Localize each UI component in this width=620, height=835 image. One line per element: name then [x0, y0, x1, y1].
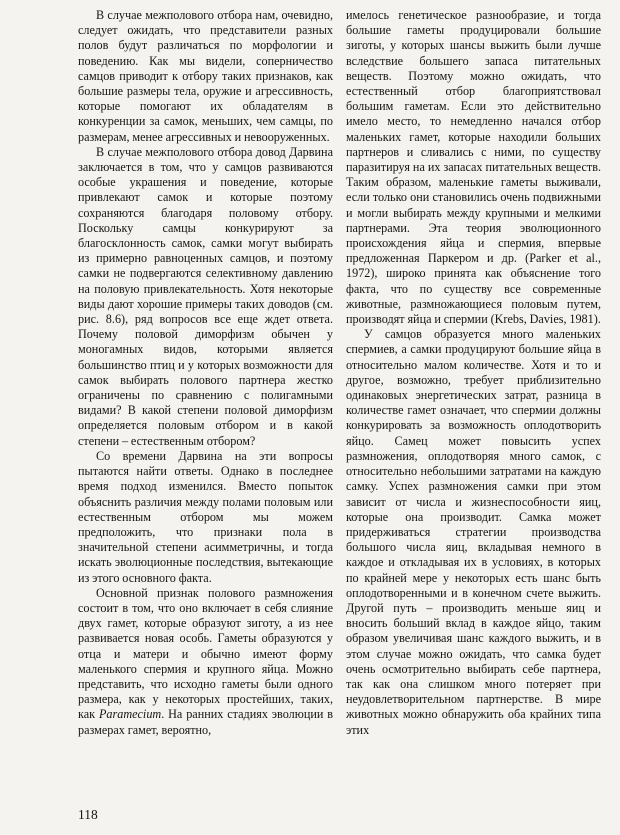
paragraph-darwin-argument: В случае межполового отбора довод Дарвина заключается в том, что у самцов развиваются особые украшения и поведение, которые привлекают самок и которые поэтому сохраняются благодаря половому отбору. Поскольку самцы конкурируют за благосклонность самок, самки могут выбирать из примерно равноценных самцов, и поэтому самки не подвергаются селективному давлению на половую привлекательность. Хотя некоторые виды дают хорошие примеры таких доводов (см. рис. 8.6), ряд вопросов все еще ждет ответа. Почему половой диморфизм обычен у моногамных видов, которыми является большинство птиц и у которых возможности для самок выбирать полового партнера жестко ограничены по сравнению с полигамными видами? В какой степени половой диморфизм определяется половым отбором и в какой степени – естественным отбором?: [78, 144, 333, 448]
left-column: [78, 8, 333, 738]
page-number: 118: [78, 807, 98, 822]
paragraph-gamete-evolution-continuation: имелось генетическое разнообразие, и тогда большие гаметы продуцировали большие зиготы, у которых шансы выжить были лучше вследствие большего запаса питательных веществ. Поэтому можно ожидать, что естественный отбор благоприятствовал большим гаметам. Если это действительно имело место, то немедленно начался отбор маленьких гамет, которые находили больших партнеров и сливались с ними, по существу паразитируя на их запасах питательных веществ. Таким образом, маленькие гаметы выживали, если только они становились очень подвижными и могли выбирать между крупными и мелкими партнерами. Эта теория эволюционного происхождения яйца и спермия, впервые предложенная Паркером и др. (Parker et al., 1972), широко принята как объяснение того факта, что по существу все современные животные, размножающиеся половым путем, производят яйца и спермии (Krebs, Davies, 1981).: [346, 8, 601, 327]
text-columns: [78, 8, 601, 738]
paragraph-text-before-italic: Основной признак полового размножения состоит в том, что оно включает в себя слияние двух гамет, которые образуют зиготу, а из нее развивается новая особь. Гаметы образуются у отца и матери и обычно имеют форму маленького спермия и крупного яйца. Можно представить, что исходно гаметы были одного размера, как у некоторых простейших, таких, как: [78, 585, 333, 722]
paragraph-sperm-and-eggs-strategies: У самцов образуется много маленьких спермиев, а самки продуцируют большие яйца в относительно малом количестве. Хотя и то и другое, возможно, требует приблизительно одинаковых энергетических затрат, разница в количестве гамет означает, что спермии должны конкурировать за возможность оплодотворить яйцо. Самец может повысить успех размножения, оплодотворяя много самок, с относительно небольшими затратами на каждую самку. Успех размножения самки при этом зависит от числа и жизнеспособности яиц, которые она производит. Самка может придерживаться стратегии производства большого числа яиц, вкладывая немного в каждое и откладывая их в условиях, в которых по крайней мере у некоторых есть шанс быть оплодотворенными и в конечном счете выжить. Другой путь – производить меньше яиц и вносить больший вклад в каждое яйцо, таким образом увеличивая шанс каждого выжить, и в этом случае можно ожидать, что самка будет очень осмотрительно выбирать себе партнера, так как она слишком много потеряет при неудовлетворительном партнерстве. В мире животных можно обнаружить оба крайних типа этих: [346, 327, 601, 737]
paragraph-sexual-reproduction: [78, 586, 333, 738]
paragraph-text-after-italic: . На ранних стадиях эволюции в размерах гамет, вероятно,: [78, 707, 333, 737]
species-name-italic: Paramecium: [98, 707, 162, 722]
right-column: [346, 8, 601, 738]
paragraph-intersexual-expectations: В случае межполового отбора нам, очевидно, следует ожидать, что представители разных полов будут различаться по морфологии и поведению. Как мы видели, соперничество самцов приводит к отбору таких признаков, как большие размеры тела, оружие и агрессивность, которые помогают их обладателям в конкуренции за самок, меньших, чем самцы, по размерам, менее агрессивных и невооруженных.: [78, 8, 333, 144]
paragraph-since-darwin: Со времени Дарвина на эти вопросы пытаются найти ответы. Однако в последнее время подход изменился. Вместо попыток объяснить различия между полами половым или естественным отбором мы можем предположить, что признаки пола в значительной степени асимметричны, и тогда искать эволюционные последствия, вытекающие из этого основного факта.: [78, 448, 333, 585]
